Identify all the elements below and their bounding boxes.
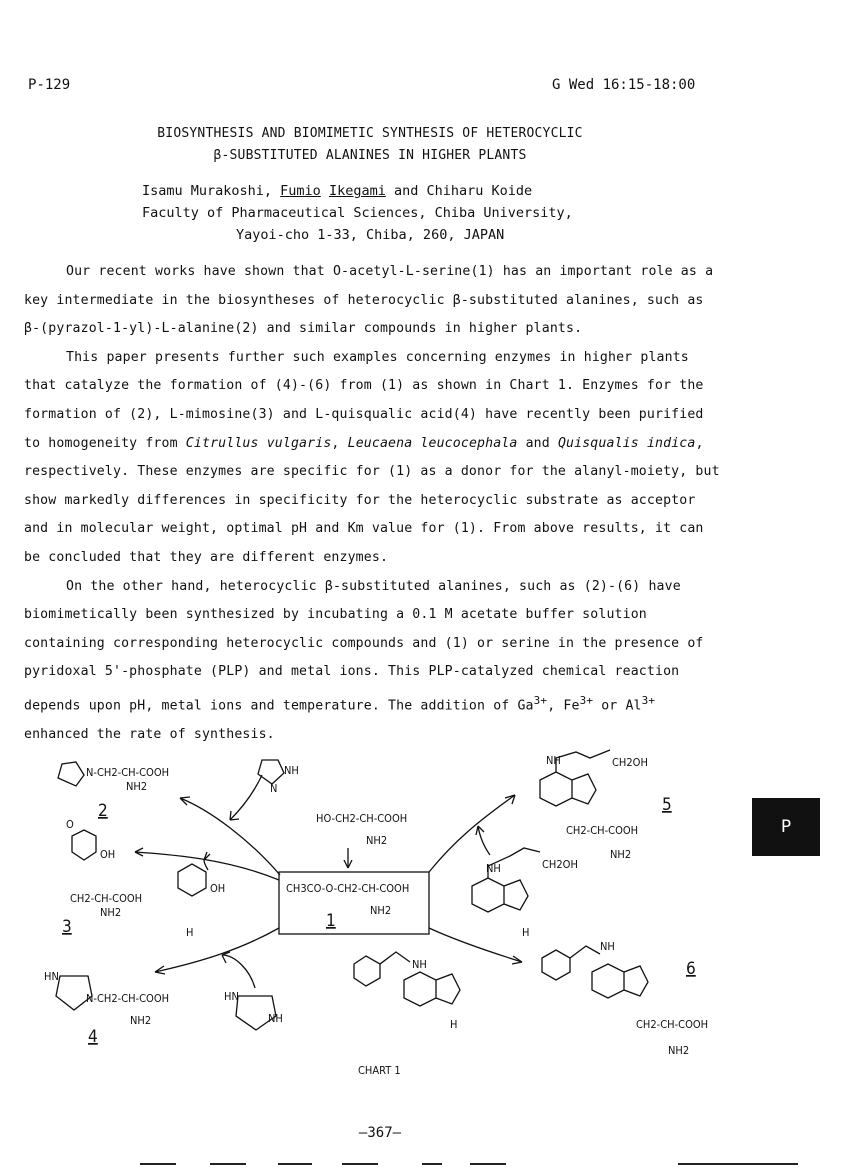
benzyladenine-purine — [404, 972, 436, 1006]
pyrazole-n: N — [270, 782, 278, 795]
footer-mark — [342, 1163, 378, 1165]
label-6: 6 — [686, 959, 696, 979]
purine-ring-6 — [592, 964, 624, 998]
species-1: Citrullus vulgaris — [185, 435, 332, 451]
label-5: 5 — [662, 795, 672, 815]
author-1: Isamu Murakoshi, — [142, 183, 281, 199]
paragraph-2 — [24, 344, 724, 573]
mimosine-ring — [72, 830, 96, 860]
footer-mark — [140, 1163, 176, 1165]
label-4: 4 — [88, 1027, 98, 1047]
nh2-5: NH2 — [610, 848, 632, 861]
superscript-al: 3+ — [641, 693, 656, 707]
abstract-code: P-129 — [28, 77, 71, 93]
pyridone-ring — [178, 864, 206, 896]
nh2-6: NH2 — [668, 1044, 690, 1057]
superscript-fe: 3+ — [579, 693, 594, 707]
affiliation: Faculty of Pharmaceutical Sciences, Chiba University, — [142, 205, 573, 221]
imidazole-ring-6 — [624, 966, 648, 996]
p2-text-d: , respectively. These enzymes are specific for (1) as a donor for the alanyl-moiety, but show markedly differences in specificity for the heterocyclic substrate as acceptor and in molecular weight, optimal pH and Km value for (1). From above results, it can be concluded that they are different enzymes. — [24, 435, 720, 565]
label-1: 1 — [326, 911, 336, 931]
chain-3: CH2-CH-COOH — [70, 892, 143, 905]
nh2-2: NH2 — [126, 780, 148, 793]
zeatin-imidazole — [504, 880, 528, 910]
h-benzyladenine: H — [450, 1018, 458, 1031]
author-3: and Chiharu Koide — [385, 183, 533, 199]
footer-mark — [678, 1163, 798, 1165]
chain-2: N-CH2-CH-COOH — [86, 766, 170, 779]
abstract-body — [24, 258, 724, 749]
author-2-first: Fumio — [280, 183, 321, 199]
arrow-to-2 — [180, 798, 280, 875]
arrow-to-5 — [429, 795, 515, 872]
nh-benzyladenine: NH — [412, 958, 427, 971]
footer-mark — [470, 1163, 506, 1165]
title-line-1: BIOSYNTHESIS AND BIOMIMETIC SYNTHESIS OF HETEROCYCLIC — [157, 126, 583, 141]
nh-zeatin: NH — [486, 862, 501, 875]
ch2oh-zeatin: CH2OH — [542, 858, 578, 871]
h-zeatin: H — [522, 926, 530, 939]
author-2-last: Ikegami — [328, 183, 386, 199]
purine-6-ring-5 — [540, 772, 572, 806]
hn-4: HN — [44, 970, 59, 983]
zeatin-chain-5 — [556, 750, 610, 772]
benzyl-link — [380, 952, 410, 964]
author-line — [142, 183, 532, 199]
paragraph-3 — [24, 573, 724, 750]
species-2: Leucaena leucocephala — [347, 435, 518, 451]
h-pyridone: H — [186, 926, 194, 939]
serine-nh2: NH2 — [366, 834, 388, 847]
nh-5: NH — [546, 754, 561, 767]
arrow-zeatin-in — [478, 826, 490, 855]
chart-1-diagram — [0, 740, 850, 1100]
benzene-ring — [354, 956, 380, 986]
pyrazole-nh: NH — [284, 764, 299, 777]
chain-6: CH2-CH-COOH — [636, 1018, 709, 1031]
zeatin-purine-ring — [472, 878, 504, 912]
p2-text-a: This paper presents further such examples concerning enzymes in higher plants that catalyze the formation of (4)-(6) from (1) as shown in Chart 1. Enzymes for the formation of (2), L-mimosine(3) and L-quisqualic acid(4) have recently been purified to homogeneity from — [24, 349, 704, 451]
compound-1-nh2: NH2 — [370, 904, 392, 917]
chain-4: N-CH2-CH-COOH — [86, 992, 170, 1005]
chart-caption: CHART 1 — [358, 1064, 401, 1077]
nh-6: NH — [600, 940, 615, 953]
paragraph-1: Our recent works have shown that O-acetyl-L-serine(1) has an important role as a key intermediate in the biosyntheses of heterocyclic β-substituted alanines, such as β-(pyrazol-1-yl)-L-alanine(2) and similar compounds in higher plants. — [24, 264, 714, 337]
session-time: G Wed 16:15-18:00 — [552, 77, 696, 93]
compound-1-formula: CH3CO-O-CH2-CH-COOH — [286, 882, 410, 895]
o-3: O — [66, 818, 74, 831]
species-3: Quisqualis indica — [557, 435, 696, 451]
nh2-3: NH2 — [100, 906, 122, 919]
label-2: 2 — [98, 801, 108, 821]
p3-text-d: enhanced the rate of synthesis. — [24, 726, 275, 742]
oh-3: OH — [100, 848, 116, 861]
arrow-quisqualic-in — [222, 955, 255, 988]
oh-pyridone: OH — [210, 882, 226, 895]
footer-mark — [422, 1163, 442, 1165]
p3-text-b: , Fe — [547, 698, 580, 714]
pyrazole-ring-2 — [58, 762, 84, 786]
arrow-to-6 — [429, 928, 522, 962]
ch2oh-5: CH2OH — [612, 756, 648, 769]
section-tab: P — [752, 798, 820, 856]
p3-text-a: On the other hand, heterocyclic β-substituted alanines, such as (2)-(6) have biomimetically been synthesized by incubating a 0.1 M acetate buffer solution containing corresponding heterocyclic compounds and (1) or serine in the presence of pyridoxal 5'-phosphate (PLP) and metal ions. This PLP-catalyzed chemical reaction depends upon pH, metal ions and temperature. The addition of Ga — [24, 578, 704, 714]
benzene-ring-6 — [542, 950, 570, 980]
chain-5: CH2-CH-COOH — [566, 824, 639, 837]
hn-oxadiazolidine: HN — [224, 990, 239, 1003]
footer-mark — [278, 1163, 312, 1165]
nh2-4: NH2 — [130, 1014, 152, 1027]
arrow-pyrazole-in — [230, 775, 262, 820]
superscript-ga: 3+ — [533, 693, 548, 707]
p3-text-c: or Al — [593, 698, 642, 714]
p2-text-c: and — [517, 435, 558, 451]
page-number: —367— — [358, 1125, 402, 1141]
benzyladenine-imidazole — [436, 974, 460, 1004]
footer-mark — [210, 1163, 246, 1165]
address: Yayoi-cho 1-33, Chiba, 260, JAPAN — [236, 227, 505, 243]
benzyl-link-6 — [570, 946, 600, 958]
title-line-2: β-SUBSTITUTED ALANINES IN HIGHER PLANTS — [213, 148, 527, 163]
pyrazole-ring — [258, 760, 284, 784]
label-3: 3 — [62, 917, 72, 937]
arrow-to-4 — [155, 928, 279, 972]
serine-formula: HO-CH2-CH-COOH — [316, 812, 408, 825]
p2-text-b: , — [331, 435, 348, 451]
purine-5-ring-5 — [572, 774, 596, 804]
nh-oxadiazolidine: NH — [268, 1012, 283, 1025]
